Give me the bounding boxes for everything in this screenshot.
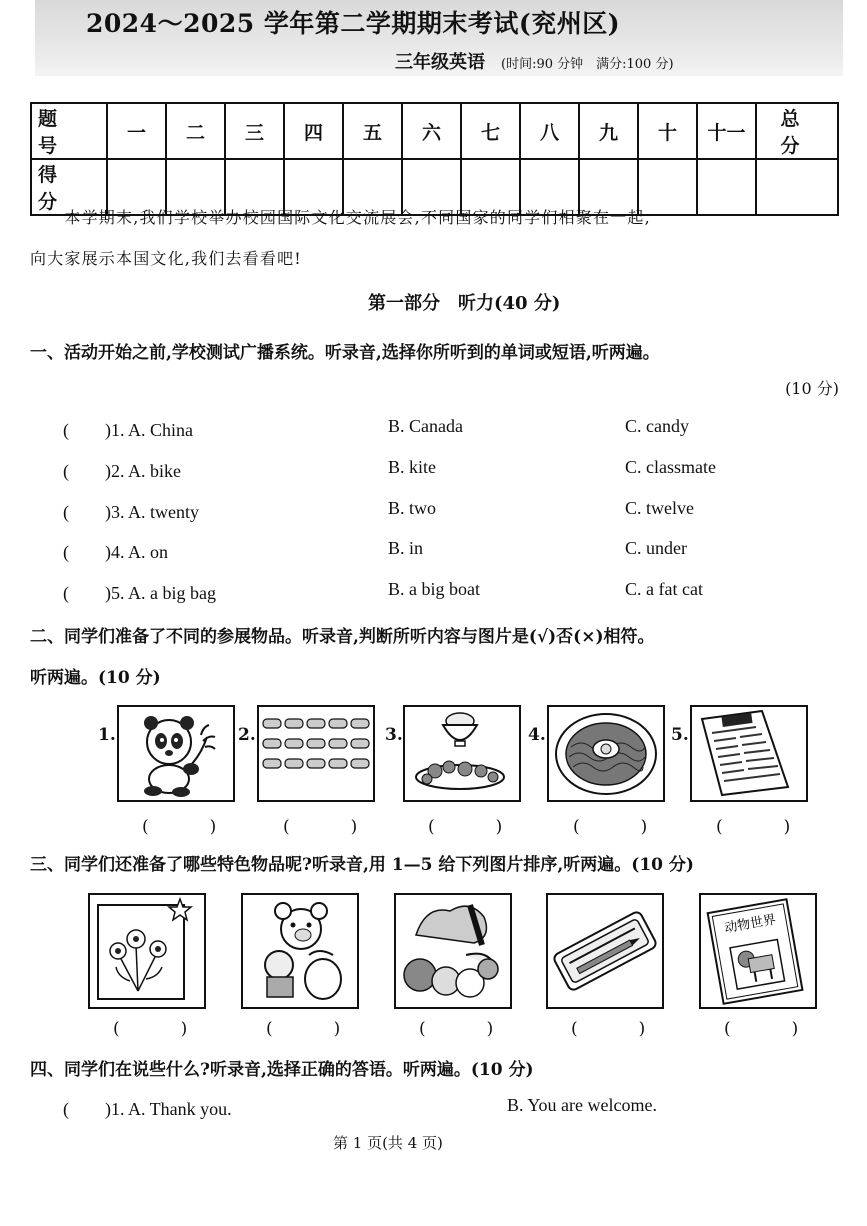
option-c: C. a fat cat	[625, 579, 703, 599]
book-title-text: 动物世界	[723, 912, 778, 937]
score-cell: 五	[343, 103, 402, 159]
section2-title-2: 听两遍。(10 分)	[30, 668, 161, 688]
intro-line-1: 本学期末,我们学校举办校园国际文化交流展会,不同国家的同学们相聚在一起,	[30, 208, 651, 227]
score-cell: 题 号	[31, 103, 107, 159]
fruits-vegetables-icon	[394, 893, 512, 1009]
section1-title: 一、活动开始之前,学校测试广播系统。听录音,选择你所听到的单词或短语,听两遍。	[30, 343, 660, 363]
question-5: ( )5. A. a big bag	[63, 583, 216, 603]
section3-title: 三、同学们还准备了哪些特色物品呢?听录音,用 1—5 给下列图片排序,听两遍。(10 分)	[30, 855, 694, 875]
picture-number: 4.	[528, 725, 546, 745]
pencil-case-icon	[546, 893, 664, 1009]
toys-icon	[241, 893, 359, 1009]
subject-label: 三年级英语	[395, 52, 485, 73]
answer-parentheses[interactable]: ( )	[716, 817, 813, 837]
time-info: (时间:90 分钟 满分:100 分)	[501, 57, 674, 72]
option-c: C. twelve	[625, 498, 694, 518]
score-cell: 总 分	[756, 103, 838, 159]
score-cell: 三	[225, 103, 284, 159]
answer-parentheses[interactable]: ( )	[419, 1019, 516, 1039]
score-input-cell[interactable]	[756, 159, 838, 215]
answer-parentheses[interactable]: ( )	[283, 817, 380, 837]
answer-parentheses[interactable]: ( )	[428, 817, 525, 837]
answer-parentheses[interactable]: ( )	[266, 1019, 363, 1039]
question-1: ( )1. A. China	[63, 420, 193, 440]
option-b: B. Canada	[388, 416, 463, 436]
dumplings-icon	[257, 705, 375, 802]
exam-title: 2024～2025 学年第二学期期末考试(兖州区)	[86, 9, 621, 38]
noodles-icon	[547, 705, 665, 802]
option-c: C. classmate	[625, 457, 716, 477]
picture-number: 1.	[98, 725, 116, 745]
flower-picture-icon	[88, 893, 206, 1009]
panda-icon	[117, 705, 235, 802]
score-row-label: 得 分	[31, 159, 107, 215]
section2-title: 二、同学们准备了不同的参展物品。听录音,判断所听内容与图片是(√)否(×)相符。	[30, 627, 655, 647]
score-cell: 二	[166, 103, 225, 159]
score-cell: 十一	[697, 103, 756, 159]
answer-parentheses[interactable]: ( )	[113, 1019, 210, 1039]
section4-title: 四、同学们在说些什么?听录音,选择正确的答语。听两遍。(10 分)	[30, 1060, 534, 1080]
page-footer: 第 1 页(共 4 页)	[333, 1134, 443, 1152]
option-b: B. two	[388, 498, 437, 518]
animal-book-icon	[699, 893, 817, 1009]
score-table	[30, 102, 839, 216]
picture-number: 2.	[238, 725, 256, 745]
rice-bowl-icon	[403, 705, 521, 802]
option-b: B. a big boat	[388, 579, 480, 599]
score-cell: 六	[402, 103, 461, 159]
part1-title: 第一部分 听力(40 分)	[368, 293, 561, 314]
option-c: C. under	[625, 538, 687, 558]
question-1: ( )1. A. Thank you.	[63, 1099, 232, 1119]
score-cell: 十	[638, 103, 697, 159]
score-cell: 八	[520, 103, 579, 159]
score-table-header-row	[31, 103, 838, 159]
answer-parentheses[interactable]: ( )	[571, 1019, 668, 1039]
option-b: B. kite	[388, 457, 436, 477]
score-cell: 九	[579, 103, 638, 159]
option-c: C. candy	[625, 416, 689, 436]
picture-number: 3.	[385, 725, 403, 745]
newspaper-icon	[690, 705, 808, 802]
answer-parentheses[interactable]: ( )	[573, 817, 670, 837]
option-b: B. You are welcome.	[507, 1095, 657, 1115]
score-cell: 七	[461, 103, 520, 159]
exam-subject	[395, 48, 674, 74]
picture-number: 5.	[671, 725, 689, 745]
question-2: ( )2. A. bike	[63, 461, 181, 481]
answer-parentheses[interactable]: ( )	[142, 817, 239, 837]
intro-line-2: 向大家展示本国文化,我们去看看吧!	[30, 249, 302, 268]
score-cell: 一	[107, 103, 166, 159]
answer-parentheses[interactable]: ( )	[724, 1019, 821, 1039]
question-3: ( )3. A. twenty	[63, 502, 199, 522]
score-input-cell[interactable]	[697, 159, 756, 215]
section1-points: (10 分)	[785, 379, 839, 398]
score-cell: 四	[284, 103, 343, 159]
option-b: B. in	[388, 538, 424, 558]
question-4: ( )4. A. on	[63, 542, 168, 562]
